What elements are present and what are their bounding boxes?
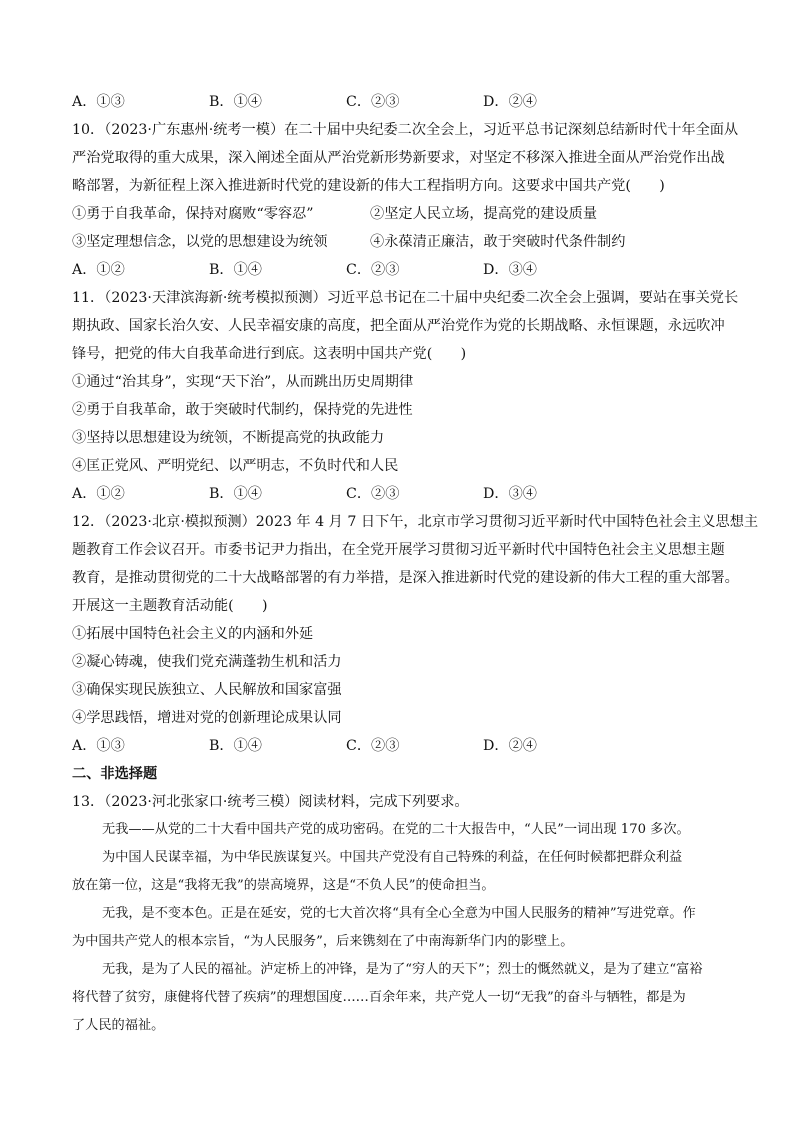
q10-option-3: ③坚定理想信念，以党的思想建设为统领 [72, 234, 328, 250]
q12-stem-line: 教育，是推动贯彻党的二十大战略部署的有力举措，是深入推进新时代党的建设新的伟大工程的重大部署。 [72, 570, 739, 586]
q10-option-row [72, 200, 732, 228]
q10-choice-c: C．②③ [346, 262, 400, 278]
q9-choice-b: B．①④ [209, 94, 262, 110]
q12-option: ④学思践悟，增进对党的创新理论成果认同 [72, 710, 342, 726]
q11-stem-line: 期执政、国家长治久安、人民幸福安康的高度，把全面从严治党作为党的长期战略、永恒课题，永远吹冲 [72, 318, 725, 334]
q9-choice-c: C．②③ [346, 94, 400, 110]
q13-material-line: 无我——从党的二十大看中国共产党的成功密码。在党的二十大报告中，“人民”一词出现 170 多次。 [102, 822, 690, 837]
q10-option-2: ②坚定人民立场，提高党的建设质量 [370, 206, 598, 222]
q12-choice-c: C．②③ [346, 738, 400, 754]
q12-stem-line: 12．（2023·北京·模拟预测）2023 年 4 月 7 日下午，北京市学习贯彻习近平新时代中国特色社会主义思想主 [72, 514, 759, 530]
q13-material-line: 无我，是为了人民的福祉。泸定桥上的冲锋，是为了“穷人的天下”；烈士的慨然就义，是为了建立“富裕 [102, 962, 703, 977]
q11-choice-b: B．①④ [209, 486, 262, 502]
q11-option: ④匡正党风、严明党纪、以严明志，不负时代和人民 [72, 458, 399, 474]
q11-option: ①通过“治其身”，实现“天下治”，从而跳出历史周期律 [72, 374, 414, 390]
q10-choices [72, 256, 732, 284]
q10-choice-b: B．①④ [209, 262, 262, 278]
q10-stem-line: 略部署，为新征程上深入推进新时代党的建设新的伟大工程指明方向。这要求中国共产党( ) [72, 178, 665, 194]
q11-stem-line: 11．（2023·天津滨海新·统考模拟预测）习近平总书记在二十届中央纪委二次全会上强调，要站在事关党长 [72, 290, 739, 306]
q11-choice-d: D．③④ [483, 486, 537, 502]
q10-option-1: ①勇于自我革命，保持对腐败“零容忍” [72, 206, 314, 222]
q13-material-line: 放在第一位，这是“我将无我”的崇高境界，这是“不负人民”的使命担当。 [72, 878, 495, 893]
q11-choice-a: A．①② [72, 486, 125, 502]
q12-option: ①拓展中国特色社会主义的内涵和外延 [72, 626, 314, 642]
q9-choices [72, 88, 732, 116]
q10-choice-a: A．①② [72, 262, 125, 278]
q13-material-line: 将代替了贫穷，康健将代替了疾病”的理想国度……百余年来，共产党人一切“无我”的奋斗与牺牲，都是为 [72, 990, 686, 1005]
q12-option: ②凝心铸魂，使我们党充满蓬勃生机和活力 [72, 654, 342, 670]
q12-stem-line: 开展这一主题教育活动能( ) [72, 598, 268, 614]
q12-choice-a: A．①③ [72, 738, 125, 754]
q9-choice-d: D．②④ [483, 94, 537, 110]
q13-material-line: 无我，是不变本色。正是在延安，党的七大首次将“具有全心全意为中国人民服务的精神”写进党章。作 [102, 906, 696, 921]
q12-choice-d: D．②④ [483, 738, 537, 754]
q11-choices [72, 480, 732, 508]
q10-stem-line: 10．（2023·广东惠州·统考一模）在二十届中央纪委二次全会上，习近平总书记深刻总结新时代十年全面从 [72, 122, 739, 138]
q10-stem-line: 严治党取得的重大成果，深入阐述全面从严治党新形势新要求，对坚定不移深入推进全面从严治党作出战 [72, 150, 725, 166]
q10-choice-d: D．③④ [483, 262, 537, 278]
q13-stem: 13．（2023·河北张家口·统考三模）阅读材料，完成下列要求。 [72, 794, 469, 810]
q11-stem-line: 锋号，把党的伟大自我革命进行到底。这表明中国共产党( ) [72, 346, 467, 362]
q12-stem-line: 题教育工作会议召开。市委书记尹力指出，在全党开展学习贯彻习近平新时代中国特色社会主义思想主题 [72, 542, 725, 558]
q13-material-line: 为中国共产党人的根本宗旨，“为人民服务”，后来镌刻在了中南海新华门内的影壁上。 [72, 934, 574, 949]
q10-option-row [72, 228, 732, 256]
exam-page [72, 88, 759, 1040]
q13-material-line: 了人民的福祉。 [72, 1018, 165, 1033]
q11-option: ③坚持以思想建设为统领，不断提高党的执政能力 [72, 430, 385, 446]
q12-choices [72, 732, 732, 760]
q10-option-4: ④永葆清正廉洁，敢于突破时代条件制约 [370, 234, 626, 250]
q11-choice-c: C．②③ [346, 486, 400, 502]
q11-option: ②勇于自我革命，敢于突破时代制约，保持党的先进性 [72, 402, 413, 418]
q12-choice-b: B．①④ [209, 738, 262, 754]
q9-choice-a: A．①③ [72, 94, 125, 110]
q13-material-line: 为中国人民谋幸福，为中华民族谋复兴。中国共产党没有自己特殊的利益，在任何时候都把群众利益 [102, 850, 683, 865]
section-heading: 二、非选择题 [72, 766, 158, 782]
q12-option: ③确保实现民族独立、人民解放和国家富强 [72, 682, 342, 698]
